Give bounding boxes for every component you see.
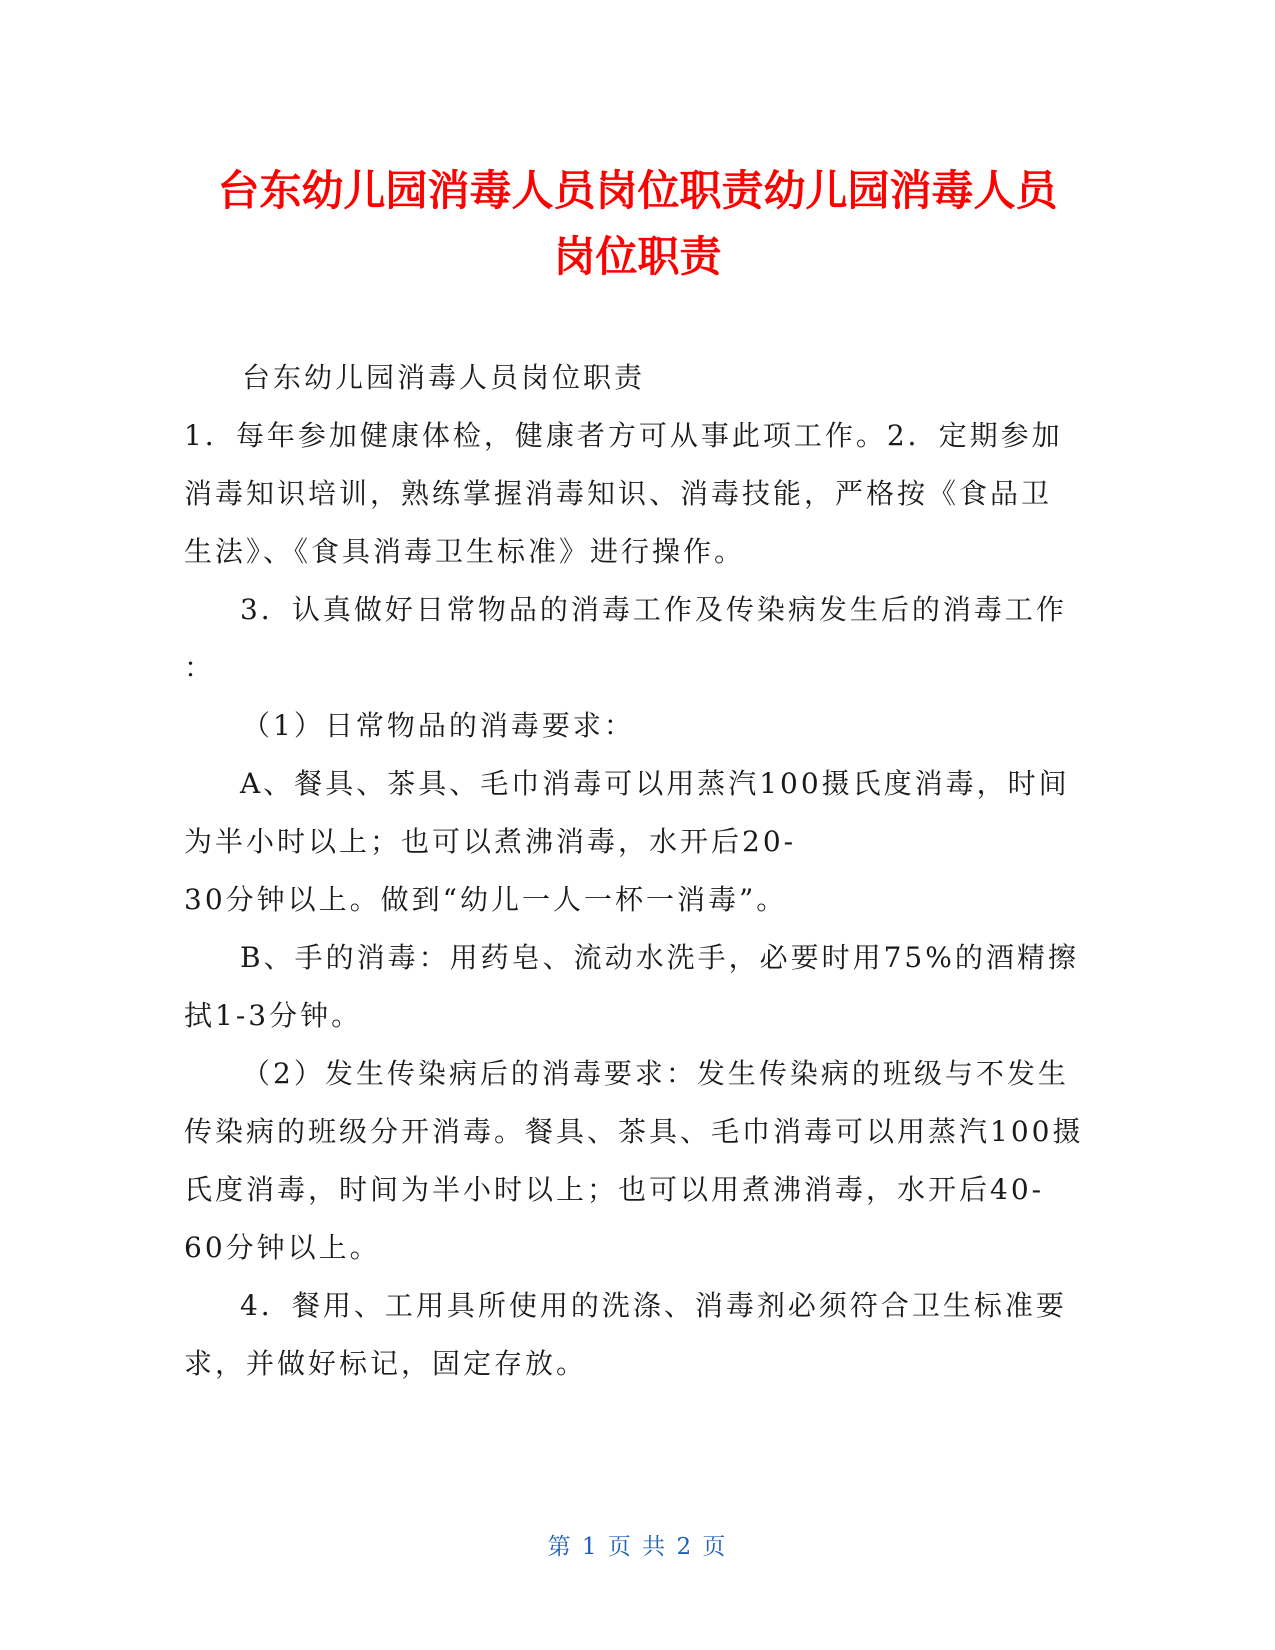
body-line: 1．每年参加健康体检，健康者方可从事此项工作。2．定期参加 [184,419,1063,452]
body-line: 拭1-3分钟。 [184,999,363,1032]
body-line: 为半小时以上；也可以煮沸消毒，水开后20- [184,825,797,858]
body-line: 30分钟以上。做到“幼儿一人一杯一消毒”。 [184,883,788,916]
body-line: 求，并做好标记，固定存放。 [184,1347,588,1380]
body-line: 消毒知识培训，熟练掌握消毒知识、消毒技能，严格按《食品卫 [184,477,1053,510]
body-line: 氏度消毒，时间为半小时以上；也可以用煮沸消毒，水开后40- [184,1173,1045,1206]
body-line: 60分钟以上。 [184,1231,381,1264]
body-line: B、手的消毒：用药皂、流动水洗手，必要时用75%的酒精擦 [240,941,1079,974]
body-line: 台东幼儿园消毒人员岗位职责 [242,361,646,394]
body-line: ： [184,651,216,684]
document-title-line-1: 台东幼儿园消毒人员岗位职责幼儿园消毒人员 [217,166,1058,215]
body-line: 4．餐用、工用具所使用的洗涤、消毒剂必须符合卫生标准要 [240,1289,1067,1322]
document-title [150,158,1125,290]
page-number-footer: 第 1 页 共 2 页 [547,1534,728,1560]
body-line: A、餐具、茶具、毛巾消毒可以用蒸汽100摄氏度消毒，时间 [240,767,1070,800]
body-line: 生法》、《食具消毒卫生标准》进行操作。 [184,535,746,568]
body-line: （2）发生传染病后的消毒要求：发生传染病的班级与不发生 [242,1057,1069,1090]
body-line: 3．认真做好日常物品的消毒工作及传染病发生后的消毒工作 [240,593,1067,626]
body-line: 传染病的班级分开消毒。餐具、茶具、毛巾消毒可以用蒸汽100摄 [184,1115,1084,1148]
document-title-line-2: 岗位职责 [553,232,722,281]
body-line: （1）日常物品的消毒要求： [242,709,635,742]
